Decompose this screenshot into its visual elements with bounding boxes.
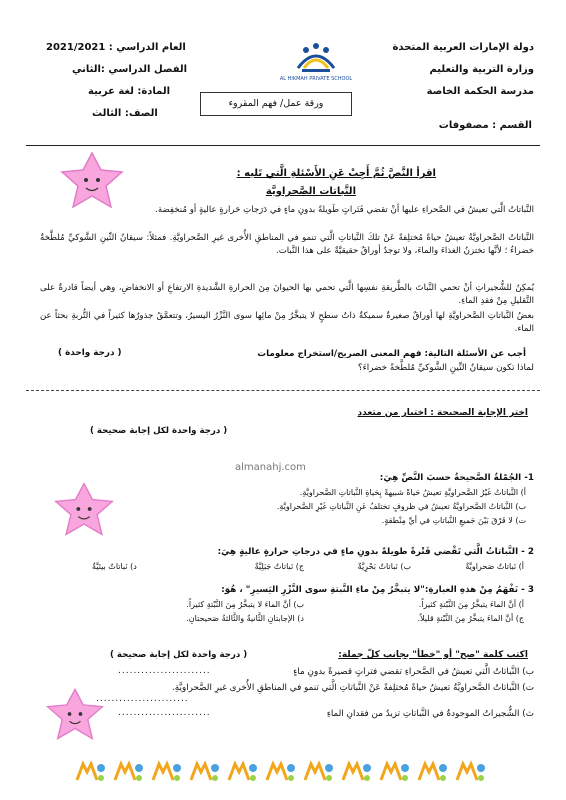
- decorative-star-icon: [44, 686, 106, 742]
- tf-item-2: ت) النَّباتاتُ الصَّحراويَّةُ تعيشُ حياةً مُختلِفةً عَنْ النَّباتاتِ الَّتي تنمو في المناطقِ الأُخرى غيرِ الصَّحراويَّةِ.: [171, 683, 534, 693]
- decorative-star-icon: [52, 480, 116, 538]
- decorative-star-icon: [58, 150, 126, 210]
- header-year: العام الدراسي : 2021/2021: [46, 42, 186, 53]
- passage-paragraph-1: النَّباتاتُ الَّتي تعيشُ في الصَّحراءِ عليها أنْ تقضي فَتَراتٍ طَويلةً بدونِ ماءٍ في دَرَجاتِ حَرارةٍ عاليةٍ أو مُنخفِضة.: [155, 205, 534, 215]
- footer-figure-icon: [264, 760, 296, 784]
- tf-answer-2[interactable]: ........................: [96, 694, 189, 704]
- section-divider: [26, 390, 540, 391]
- passage-paragraph-3: يُمكِنُ للشُّجيراتِ أنْ تحمي النَّباتَ بالطَّريقةِ نفسِها الَّتي تحمي بها الحيوانَ مِنَ الحرارةِ الشَّديدةِ الارتفاعِ أو الانخفاضِ، وهي أيضاً قادرةٌ على التَّقليلِ مِنْ فقدِ الماءِ.: [40, 283, 534, 306]
- question-2-option-d[interactable]: د) نَباتاتٌ بيئيَّةٌ: [92, 562, 137, 571]
- question-2-option-c[interactable]: ج) نَباتاتٌ جَبَلِيَّةٌ: [254, 562, 304, 571]
- question-1-option-b[interactable]: ب) النَّباتاتُ الصَّحراويَّةُ تعيشُ في ظروفٍ تختلفُ عَنِ النَّباتاتِ غَيْرِ الصَّحراويَّةِ.: [276, 502, 526, 511]
- section1-heading: أجب عن الأسئلة التالية: فهم المعنى الصريح/استخراج معلومات: [257, 349, 526, 359]
- question-2-option-a[interactable]: أ) نَباتاتٌ صَحراويَّةٌ: [465, 562, 524, 571]
- section3-heading: اكتب كلمة "صح" أو "خطأ" بجانب كلّ جملة:: [338, 650, 528, 660]
- section2-heading: اختر الإجابة الصحيحة : اختيار من متعدد: [357, 408, 528, 418]
- logo-caption: AL HIKMAH PRIVATE SCHOOL: [279, 76, 353, 82]
- tf-answer-1[interactable]: ........................: [118, 666, 211, 676]
- question-3-option-b[interactable]: ب) أنَّ الماءَ لا يتبخَّرُ مِنَ النَّبْتةِ كثيراً.: [186, 600, 304, 609]
- header-school: مدرسة الحكمة الخاصة: [426, 86, 534, 97]
- section1-grade: ( درجة واحدة ): [58, 348, 122, 358]
- footer-figure-icon: [150, 760, 182, 784]
- footer-figure-icon: [378, 760, 410, 784]
- header-term: الفصل الدراسي :الثاني: [72, 64, 188, 75]
- section3-grade: ( درجة واحدة لكل إجابة صحيحة ): [110, 650, 248, 660]
- footer-figure-icon: [302, 760, 334, 784]
- question-2-stem: 2 - النَّباتاتُ الَّتي تَقْضي فَتْرةً طويلةً بدونِ ماءٍ في درجاتِ حرارةٍ عاليةٍ هِيَ:: [217, 547, 534, 557]
- question-1-option-a[interactable]: أ) النَّباتاتُ غَيْرُ الصَّحراويَّةِ تعيشُ حَياةً شبيهةً بِحَياةِ النَّباتاتِ الصَّحراويَّةِ.: [299, 488, 526, 497]
- question-2-option-b[interactable]: ب) نَباتاتٌ بَحْرِيَّةٌ: [357, 562, 411, 571]
- footer-figure-icon: [74, 760, 106, 784]
- footer-figure-icon: [416, 760, 448, 784]
- watermark: almanahj.com: [235, 462, 306, 473]
- footer-figure-icon: [226, 760, 258, 784]
- footer-figure-icon: [188, 760, 220, 784]
- passage-paragraph-4: بعضُ النَّباتاتِ الصَّحراويَّةِ لها أوراقٌ صغيرةٌ سميكةٌ ذاتُ سطحٍ لا يتبخَّرُ مِنْ مائِها سوى النَّزْرُ اليسيرُ، وتتعمَّقُ جذورُها كثيراً في التُّربةِ بحثاً عن الماء.: [40, 311, 534, 334]
- question-1-stem: 1- الجُمْلةُ الصَّحيحةُ حسبَ النَّصِّ هِيَ:: [379, 473, 534, 483]
- footer-figure-icon: [454, 760, 486, 784]
- question-1-option-c[interactable]: ت) لا فَرْقَ بَيْنَ جَميعِ النَّباتاتِ في أيِّ مِنْطقةٍ.: [381, 516, 526, 525]
- tf-item-1: ب) النَّباتاتُ الَّتي تعيشُ في الصَّحراءِ تقضي فتراتٍ قصيرةً بدونِ ماءٍ: [293, 667, 534, 677]
- question-3-option-d[interactable]: د) الإجابتانِ الثَّانيةُ والثَّالثةُ صَحيحتانِ.: [186, 614, 304, 623]
- header-ministry: وزارة التربية والتعليم: [429, 64, 534, 75]
- passage-paragraph-2: النَّباتاتُ الصَّحراويَّةُ تعيشُ حياةً مُختلِفةً عَنْ تلكَ النَّباتاتِ الَّتي تنمو في المناطقِ الأُخرى غيرِ الصَّحراويَّةِ. فمثلاً: سيقانُ التِّينِ الشَّوكيِّ مُلطَّخةٌ خضراءُ ؛ لأنَّها تختزنُ الغذاءَ والماءَ، ولا توجدُ أوراقٌ حقيقيَّةٌ على هذا النَّبات.: [40, 233, 534, 256]
- tf-item-3: ث) الشُّجيراتُ الموجودةُ في النَّباتاتِ تزيدُ من فقدانِ الماءِ: [326, 709, 534, 719]
- section2-grade: ( درجة واحدة لكل إجابة صحيحة ): [90, 426, 228, 436]
- tf-answer-3[interactable]: ........................: [118, 708, 211, 718]
- question-3-option-a[interactable]: أ) أنَّ الماءَ يتبخَّرُ مِنَ النَّبْتةِ كثيراً.: [418, 600, 524, 609]
- passage-title: النَّباتات الصَّحراويَّة: [265, 186, 356, 197]
- footer-figure-icon: [112, 760, 144, 784]
- footer-figure-icon: [340, 760, 372, 784]
- header-country: دولة الإمارات العربية المتحدة: [392, 42, 534, 53]
- instruction: اقرأ النَّصَّ ثُمَّ أَجِبْ عَنِ الأَسْئلةِ الَّتي تَليه :: [236, 168, 436, 179]
- question-3-option-c[interactable]: ج) أنَّ الماءَ يتبخَّرُ مِنَ النَّبْتةِ قليلاً.: [417, 614, 524, 623]
- header-grade: الصف: الثالث: [92, 108, 158, 119]
- header-subject: المادة: لغة عربية: [88, 86, 171, 97]
- school-logo-icon: [292, 40, 340, 76]
- header-divider: [26, 145, 540, 146]
- question-3-stem: 3 - نَفْهَمُ مِنْ هذهِ العبارةِ:"لا يتبخَّرُ مِنْ ماءِ النَّبتةِ سوى النَّزْرِ اليَسيرِ" ، هُوَ:: [221, 585, 534, 595]
- section1-question: لماذا تكون سيقانُ التِّينِ الشَّوكيِّ مُلطَّخةً خضراءَ؟: [357, 363, 534, 373]
- worksheet-title: ورقة عمل/ فهم المقروء: [200, 92, 352, 116]
- department-label: القسم : مصفوفات: [438, 120, 532, 131]
